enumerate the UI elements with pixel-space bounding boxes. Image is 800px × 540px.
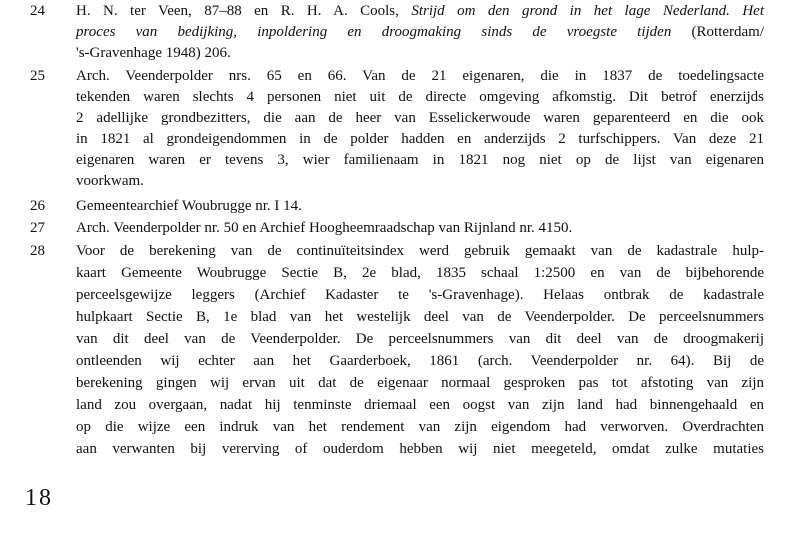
footnote-line: Gemeentearchief Woubrugge nr. I 14. [76,198,302,214]
footnote-line: voorkwam. [76,173,144,189]
footnote-number: 27 [30,220,45,236]
footnote-line: aan verwanten bij vererving of ouderdom hebben wij niet meegeteld, omdat zulke mutaties [76,441,764,457]
footnote-line: Arch. Veenderpolder nr. 50 en Archief Hoogheemraadschap van Rijnland nr. 4150. [76,220,573,236]
page-number: 18 [25,485,53,511]
footnote-line: 's-Gravenhage 1948) 206. [76,45,231,61]
footnote-line: Arch. Veenderpolder nrs. 65 en 66. Van de 21 eigenaren, die in 1837 de toedelingsacte [76,68,764,84]
footnote-number: 28 [30,243,45,259]
footnote-line: ontleenden wij echter aan het Gaarderboek, 1861 (arch. Veenderpolder nr. 64). Bij de [76,353,764,369]
footnote-line: van dit deel van de Veenderpolder. De perceelsnummers van dit deel van de droogmakerij [76,331,764,347]
footnote-number: 25 [30,68,45,84]
footnote-number: 24 [30,3,45,19]
footnote-line: op die wijze een indruk van het rendement van zijn eigendom had verworven. Overdrachten [76,419,764,435]
footnote-line: berekening gingen wij ervan uit dat de eigenaar normaal gesproken pas tot afstoting van zijn [76,375,764,391]
footnote-line: H. N. ter Veen, 87–88 en R. H. A. Cools, Strijd om den grond in het lage Nederland. Het [76,3,764,19]
footnote-line: hulpkaart Sectie B, 1e blad van het westelijk deel van de Veenderpolder. De perceelsnummers [76,309,764,325]
footnote-line: tekenden waren slechts 4 personen niet uit de directe omgeving afkomstig. Dit betrof enerzijds [76,89,764,105]
footnote-line: perceelsgewijze leggers (Archief Kadaster te 's-Gravenhage). Helaas ontbrak de kadastrale [76,287,764,303]
footnote-line: proces van bedijking, inpoldering en droogmaking sinds de vroegste tijden (Rotterdam/ [76,24,765,40]
footnote-number: 26 [30,198,45,214]
book-subtitle: proces van bedijking, inpoldering en droogmaking sinds de vroegste tijden [76,24,672,40]
footnote-line: in 1821 al grondeigendommen in de polder hadden en anderzijds 2 turfschippers. Van deze 21 [76,131,764,147]
footnote-line: kaart Gemeente Woubrugge Sectie B, 2e blad, 1835 schaal 1:2500 en van de bijbehorende [76,265,764,281]
footnote-line: Voor de berekening van de continuïteitsindex werd gebruik gemaakt van de kadastrale hulp- [76,243,764,259]
footnote-line: land zou overgaan, nadat hij tenminste driemaal een oogst van zijn land had binnengehaald en [76,397,764,413]
book-title: Strijd om den grond in het lage Nederland. Het [411,3,764,19]
footnote-line: 2 adellijke grondbezitters, die aan de heer van Esselickerwoude waren geparenteerd en die ook [76,110,764,126]
footnote-line: eigenaren waren er tevens 3, wier familienaam in 1821 nog niet op de lijst van eigenaren [76,152,764,168]
